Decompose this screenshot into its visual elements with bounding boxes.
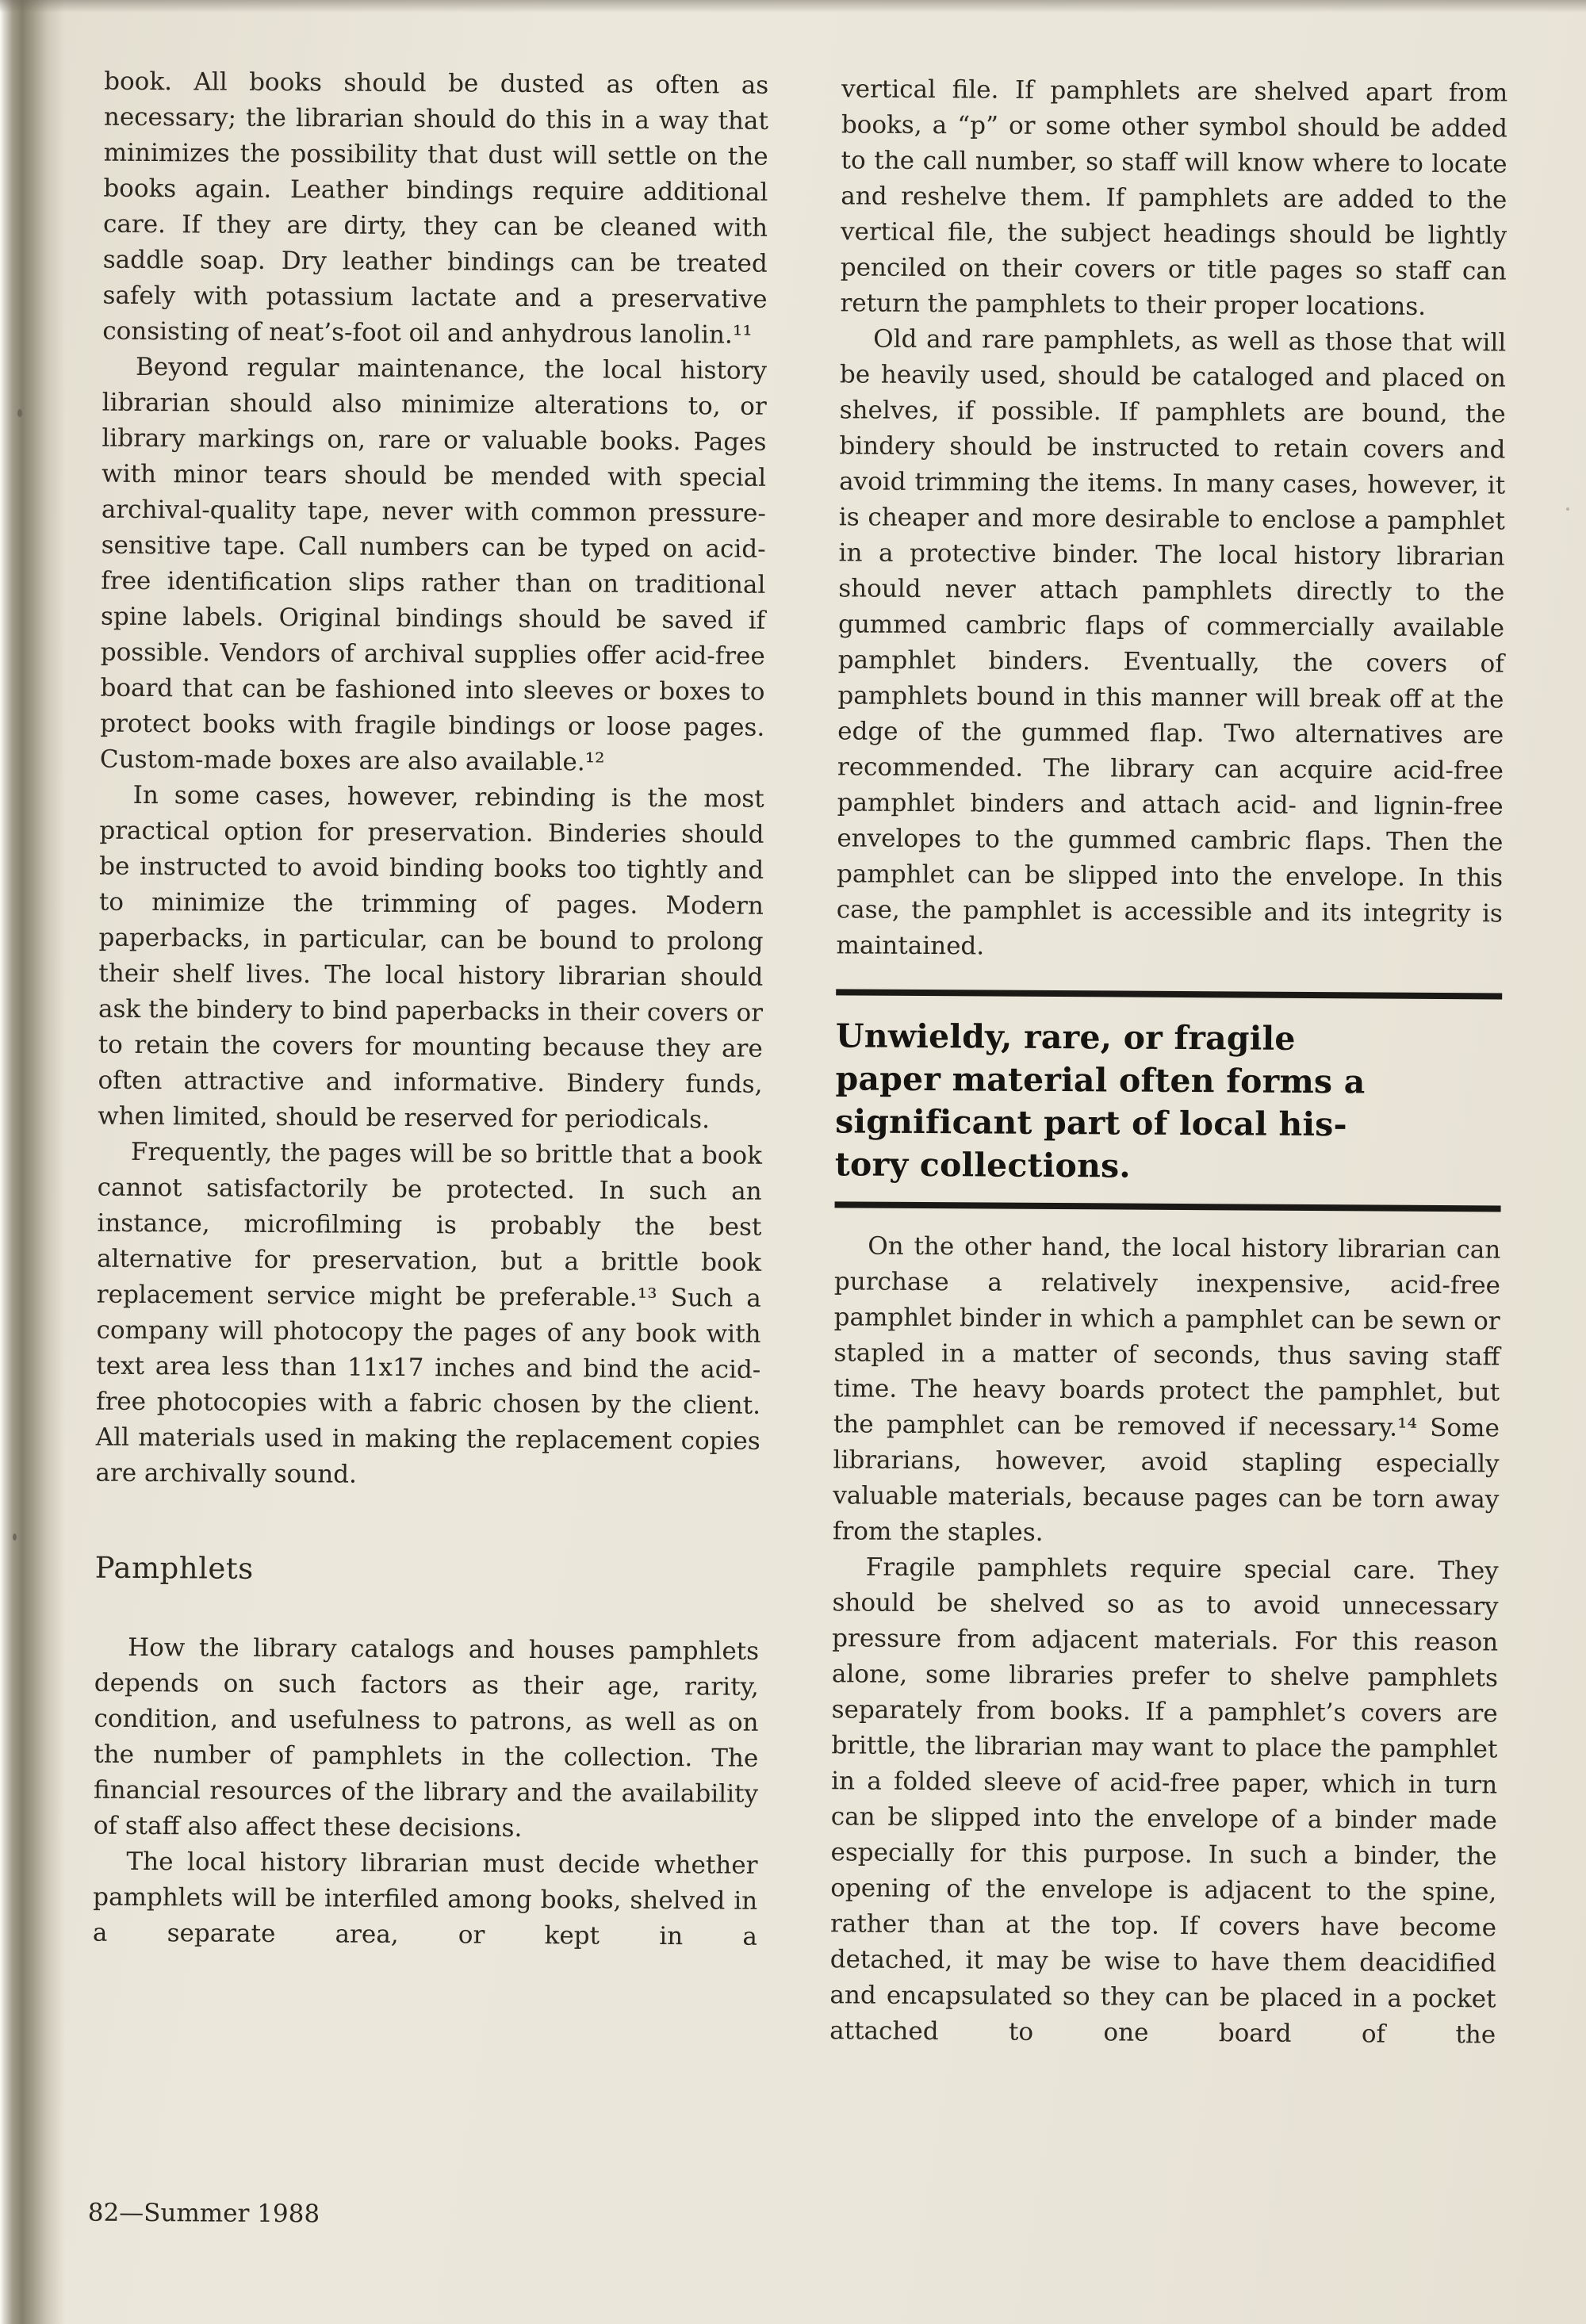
paragraph: Old and rare pamphlets, as well as those that will be heavily used, should be cataloged and placed on shelves, if possible. If pamphlets are bound, the bindery should be instructed to retain covers and avoid trimming the items. In many cases, however, it is cheaper and more desirable to enclose a pamphlet in a protective binder. The local history librarian should never attach pamphlets directly to the gummed cambric flaps of commercially available pamphlet binders. Eventually, the covers of pamphlets bound in this manner will break off at the edge of the gummed flap. Two alternatives are recommended. The library can acquire acid-free pamphlet binders and attach acid- and lignin-free envelopes to the gummed cambric flaps. Then the pamphlet can be slipped into the envelope. In this case, the pamphlet is accessible and its integrity is maintained. [836, 324, 1507, 961]
pull-quote-line: tory collections. [834, 1145, 1131, 1185]
paragraph: On the other hand, the local history librarian can purchase a relatively inexpensive, acid-free pamphlet binder in which a pamphlet can be sewn or stapled in a matter of seconds, thus saving staff time. The heavy boards protect the pamphlet, but the pamphlet can be removed if necessary.¹⁴ Some librarians, however, avoid stapling especially valuable materials, because pages can be torn away from the staples. [832, 1231, 1501, 1547]
paragraph: vertical file. If pamphlets are shelved apart from books, a “p” or some other symbol should be added to the call number, so staff will know where to locate and reshelve them. If pamphlets are added to the vertical file, the subject headings should be lightly penciled on their covers or title pages so staff can return the pamphlets to their proper locations. [840, 75, 1508, 321]
scan-top-edge [0, 0, 1586, 13]
pull-quote-line: paper material often forms a [835, 1059, 1366, 1101]
page-footer: 82—Summer 1988 [87, 2198, 320, 2229]
paragraph: book. All books should be dusted as often as necessary; the librarian should do this in a way that minimizes the possibility that dust will settle on the books again. Leather bindings require additional care. If they are dirty, they can be cleaned with saddle soap. Dry leather bindings can be treated safely with potassium lactate and a preservative consisting of neat’s-foot oil and anhydrous lanolin.¹¹ [102, 67, 769, 350]
pull-quote-bottom-rule [835, 1201, 1501, 1212]
paragraph: Fragile pamphlets require special care. They should be shelved so as to avoid unnecessary pressure from adjacent materials. For this reason alone, some libraries prefer to shelve pamphlets separately from books. If a pamphlet’s covers are brittle, the librarian may want to place the pamphlet in a folded sleeve of acid-free paper, which in turn can be slipped into the envelope of a binder made especially for this purpose. In such a binder, the opening of the envelope is adjacent to the spine, rather than at the top. If covers have become detached, it may be wise to have them deacidified and encapsulated so they can be placed in a pocket attached to one board of the [829, 1553, 1499, 2050]
right-column [829, 71, 1507, 2053]
left-column [93, 64, 769, 1955]
dust-speck [13, 1533, 17, 1541]
paragraph: How the library catalogs and houses pamphlets depends on such factors as their age, rarity, condition, and usefulness to patrons, as well as on the number of pamphlets in the collection. The financial resources of the library and the availability of staff also affect these decisions. [93, 1633, 760, 1843]
section-heading-pamphlets: Pamphlets [94, 1550, 254, 1586]
paragraph: In some cases, however, rebinding is the most practical option for preservation. Binderies should be instructed to avoid binding books too tightly and to minimize the trimming of pages. Modern paperbacks, in particular, can be bound to prolong their shelf lives. The local history librarian should ask the bindery to bind paperbacks in their covers or to retain the covers for mounting because they are often attractive and informative. Bindery funds, when limited, should be reserved for periodicals. [98, 780, 764, 1135]
paragraph: The local history librarian must decide whether pamphlets will be interfiled among books, shelved in a separate area, or kept in a [92, 1847, 758, 1951]
pull-quote [835, 989, 1503, 1212]
pull-quote-line: significant part of local his- [835, 1102, 1347, 1144]
paragraph: Frequently, the pages will be so brittle that a book cannot satisfactorily be protected. In such an instance, microfilming is probably the best alternative for preservation, but a brittle book replacement service might be preferable.¹³ Such a company will photocopy the pages of any book with text area less than 11x17 inches and bind the acid-free photocopies with a fabric chosen by the client. All materials used in making the replacement copies are archivally sound. [95, 1137, 763, 1489]
dust-speck [17, 409, 22, 417]
dust-speck [1566, 507, 1569, 511]
pull-quote-text [835, 1014, 1502, 1189]
pull-quote-line: Unwieldy, rare, or fragile [835, 1017, 1296, 1058]
pull-quote-top-rule [836, 989, 1502, 999]
scan-left-edge [0, 0, 65, 2324]
paragraph: Beyond regular maintenance, the local history librarian should also minimize alterations to, or library markings on, rare or valuable books. Pages with minor tears should be mended with special archival-quality tape, never with common pressure-sensitive tape. Call numbers can be typed on acid-free identification slips rather than on traditional spine labels. Original bindings should be saved if possible. Vendors of archival supplies offer acid-free board that can be fashioned into sleeves or boxes to protect books with fragile bindings or loose pages. Custom-made boxes are also available.¹² [99, 352, 768, 777]
